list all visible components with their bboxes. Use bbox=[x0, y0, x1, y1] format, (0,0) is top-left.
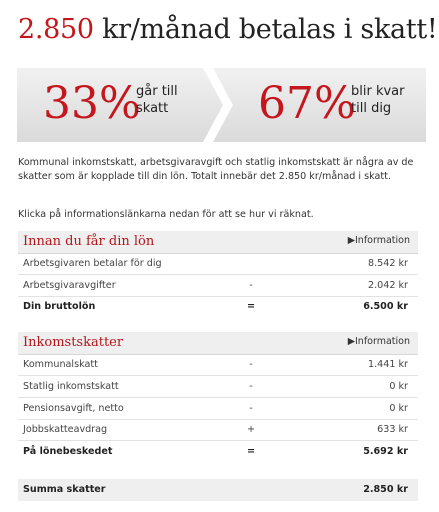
tax-percent: 33% bbox=[43, 78, 141, 129]
table-row-total bbox=[18, 441, 418, 462]
row-operator: = bbox=[246, 446, 256, 457]
row-operator: = bbox=[246, 301, 256, 312]
row-label: Arbetsgivaravgifter bbox=[23, 280, 116, 291]
row-value: 2.042 kr bbox=[367, 280, 408, 291]
table-row bbox=[18, 376, 418, 398]
table-row bbox=[18, 253, 418, 275]
summary-row bbox=[18, 479, 418, 501]
row-label: Arbetsgivaren betalar för dig bbox=[23, 258, 162, 269]
table-row bbox=[18, 398, 418, 420]
table-row bbox=[18, 354, 418, 376]
headline bbox=[18, 14, 437, 45]
row-operator: - bbox=[249, 359, 253, 370]
section-header-before-salary bbox=[18, 231, 418, 254]
summary-value: 2.850 kr bbox=[363, 484, 408, 495]
row-label: På lönebeskedet bbox=[23, 446, 113, 457]
row-value: 5.692 kr bbox=[363, 446, 408, 457]
tax-line-2: skatt bbox=[136, 101, 169, 116]
headline-text: kr/månad betalas i skatt! bbox=[102, 14, 438, 45]
row-operator: + bbox=[246, 424, 256, 435]
section-title: Innan du får din lön bbox=[23, 234, 155, 249]
hint-text: Klicka på informationslänkarna nedan för att se hur vi räknat. bbox=[18, 209, 314, 220]
keep-percent: 67% bbox=[258, 78, 356, 129]
tax-split-banner bbox=[17, 68, 426, 142]
row-value: 0 kr bbox=[389, 403, 408, 414]
row-label: Pensionsavgift, netto bbox=[23, 403, 124, 414]
row-label: Kommunalskatt bbox=[23, 359, 98, 370]
information-link[interactable]: ▶Information bbox=[347, 235, 410, 246]
row-value: 0 kr bbox=[389, 381, 408, 392]
intro-text: Kommunal inkomstskatt, arbetsgivaravgift och statlig inkomstskatt är några av de skatter som är kopplade till din lön. Totalt innebär det 2.850 kr/månad i skatt. bbox=[18, 157, 414, 182]
section-title: Inkomstskatter bbox=[23, 335, 124, 350]
keep-line-1: blir kvar bbox=[351, 84, 405, 99]
table-row bbox=[18, 419, 418, 441]
row-value: 8.542 kr bbox=[367, 258, 408, 269]
headline-amount: 2.850 bbox=[18, 14, 94, 45]
row-operator: - bbox=[249, 403, 253, 414]
chevron-divider-icon bbox=[203, 68, 233, 142]
tax-line-1: går till bbox=[136, 84, 178, 99]
row-value: 633 kr bbox=[377, 424, 408, 435]
row-value: 1.441 kr bbox=[367, 359, 408, 370]
row-value: 6.500 kr bbox=[363, 301, 408, 312]
row-operator: - bbox=[249, 381, 253, 392]
keep-line-2: till dig bbox=[351, 101, 392, 116]
information-link[interactable]: ▶Information bbox=[347, 336, 410, 347]
row-label: Din bruttolön bbox=[23, 301, 96, 312]
row-operator: - bbox=[249, 280, 253, 291]
table-row-total bbox=[18, 296, 418, 317]
summary-label: Summa skatter bbox=[23, 484, 106, 495]
row-label: Jobbskatteavdrag bbox=[23, 424, 108, 435]
row-label: Statlig inkomstskatt bbox=[23, 381, 119, 392]
section-header-income-taxes bbox=[18, 332, 418, 355]
table-row bbox=[18, 275, 418, 297]
